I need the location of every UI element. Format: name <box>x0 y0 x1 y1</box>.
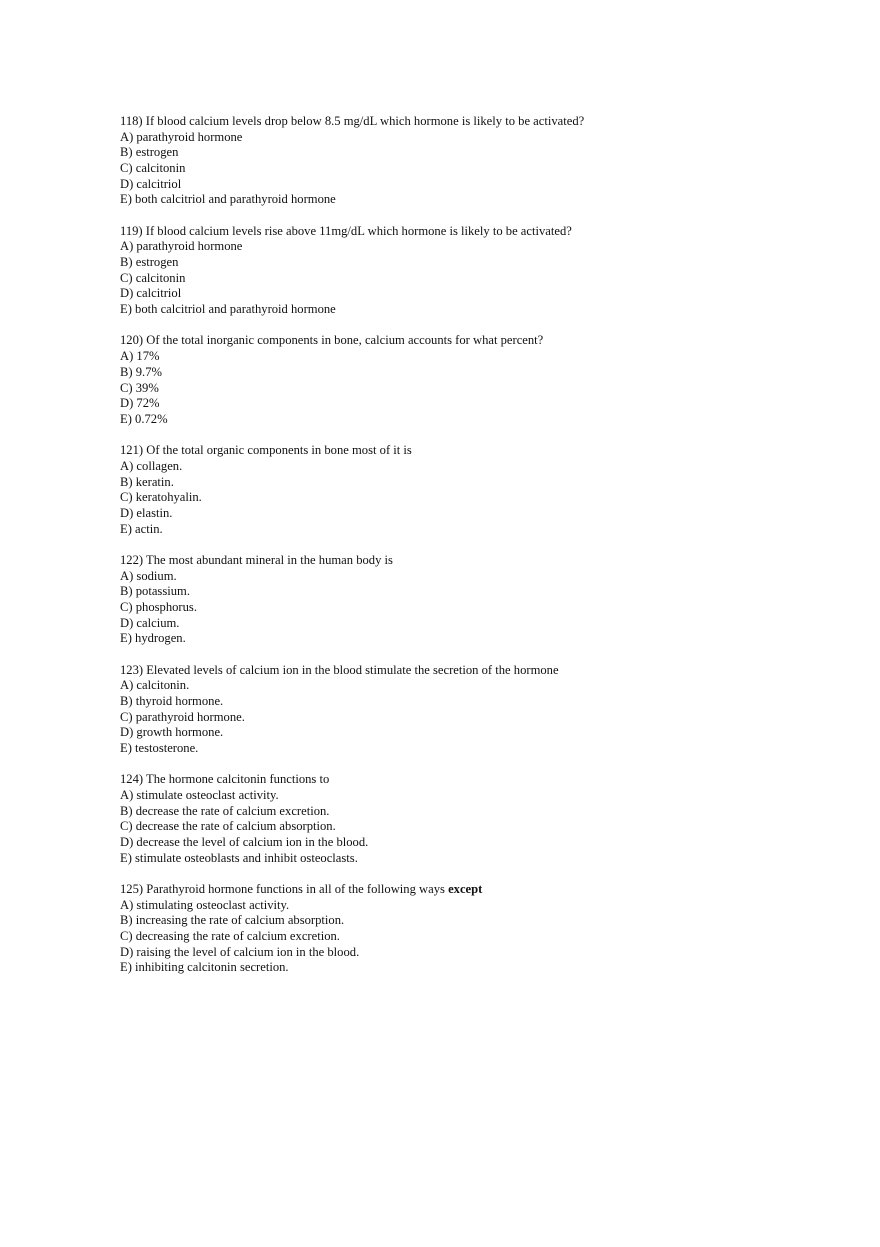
option-c: C) phosphorus. <box>120 599 197 614</box>
option-b: B) estrogen <box>120 145 179 160</box>
option-d: D) raising the level of calcium ion in the blood. <box>120 944 360 959</box>
option-a: A) collagen. <box>120 458 183 473</box>
option-d: D) decrease the level of calcium ion in the blood. <box>120 835 369 850</box>
question-stem: 123) Elevated levels of calcium ion in the blood stimulate the secretion of the hormone <box>120 662 559 677</box>
option-c: C) keratohyalin. <box>120 490 202 505</box>
option-b: B) decrease the rate of calcium excretion. <box>120 803 330 818</box>
option-b: B) keratin. <box>120 474 174 489</box>
option-a: A) parathyroid hormone <box>120 239 243 254</box>
option-d: D) calcium. <box>120 615 180 630</box>
option-a: A) calcitonin. <box>120 678 190 693</box>
option-d: D) 72% <box>120 396 160 411</box>
option-c: C) decreasing the rate of calcium excretion. <box>120 929 340 944</box>
question-stem: 121) Of the total organic components in bone most of it is <box>120 443 412 458</box>
question-121 <box>120 443 820 537</box>
option-a: A) stimulating osteoclast activity. <box>120 897 290 912</box>
question-124 <box>120 772 820 866</box>
question-125 <box>120 882 820 976</box>
question-120 <box>120 333 820 427</box>
option-e: E) actin. <box>120 521 163 536</box>
option-e: E) testosterone. <box>120 741 199 756</box>
option-a: A) sodium. <box>120 568 177 583</box>
question-stem-text: 125) Parathyroid hormone functions in all of the following ways <box>120 882 449 897</box>
option-d: D) calcitriol <box>120 176 182 191</box>
option-a: A) 17% <box>120 349 160 364</box>
question-122 <box>120 553 820 647</box>
option-a: A) parathyroid hormone <box>120 129 243 144</box>
option-d: D) growth hormone. <box>120 725 224 740</box>
document-page <box>120 114 820 992</box>
option-b: B) estrogen <box>120 255 179 270</box>
option-c: C) 39% <box>120 380 159 395</box>
question-stem <box>120 882 820 898</box>
option-e: E) hydrogen. <box>120 631 186 646</box>
option-c: C) calcitonin <box>120 270 186 285</box>
option-d: D) elastin. <box>120 505 173 520</box>
question-stem: 124) The hormone calcitonin functions to <box>120 772 330 787</box>
question-stem: 118) If blood calcium levels drop below 8.5 mg/dL which hormone is likely to be activated? <box>120 114 585 128</box>
option-e: E) both calcitriol and parathyroid hormone <box>120 302 336 317</box>
question-123 <box>120 663 820 757</box>
question-stem: 120) Of the total inorganic components in bone, calcium accounts for what percent? <box>120 333 544 348</box>
option-c: C) calcitonin <box>120 161 186 176</box>
question-stem-emphasis: except <box>448 882 483 897</box>
option-b: B) 9.7% <box>120 364 162 379</box>
option-c: C) parathyroid hormone. <box>120 709 245 724</box>
question-118 <box>120 114 820 208</box>
option-b: B) increasing the rate of calcium absorption. <box>120 913 345 928</box>
option-d: D) calcitriol <box>120 286 182 301</box>
option-a: A) stimulate osteoclast activity. <box>120 788 279 802</box>
question-stem: 122) The most abundant mineral in the human body is <box>120 552 393 567</box>
option-e: E) both calcitriol and parathyroid hormone <box>120 192 336 207</box>
option-e: E) inhibiting calcitonin secretion. <box>120 960 289 975</box>
question-stem: 119) If blood calcium levels rise above 11mg/dL which hormone is likely to be activated? <box>120 223 572 238</box>
option-e: E) 0.72% <box>120 411 168 426</box>
option-e: E) stimulate osteoblasts and inhibit osteoclasts. <box>120 850 358 865</box>
question-119 <box>120 224 820 318</box>
option-b: B) thyroid hormone. <box>120 693 224 708</box>
option-b: B) potassium. <box>120 584 190 599</box>
option-c: C) decrease the rate of calcium absorption. <box>120 819 336 834</box>
